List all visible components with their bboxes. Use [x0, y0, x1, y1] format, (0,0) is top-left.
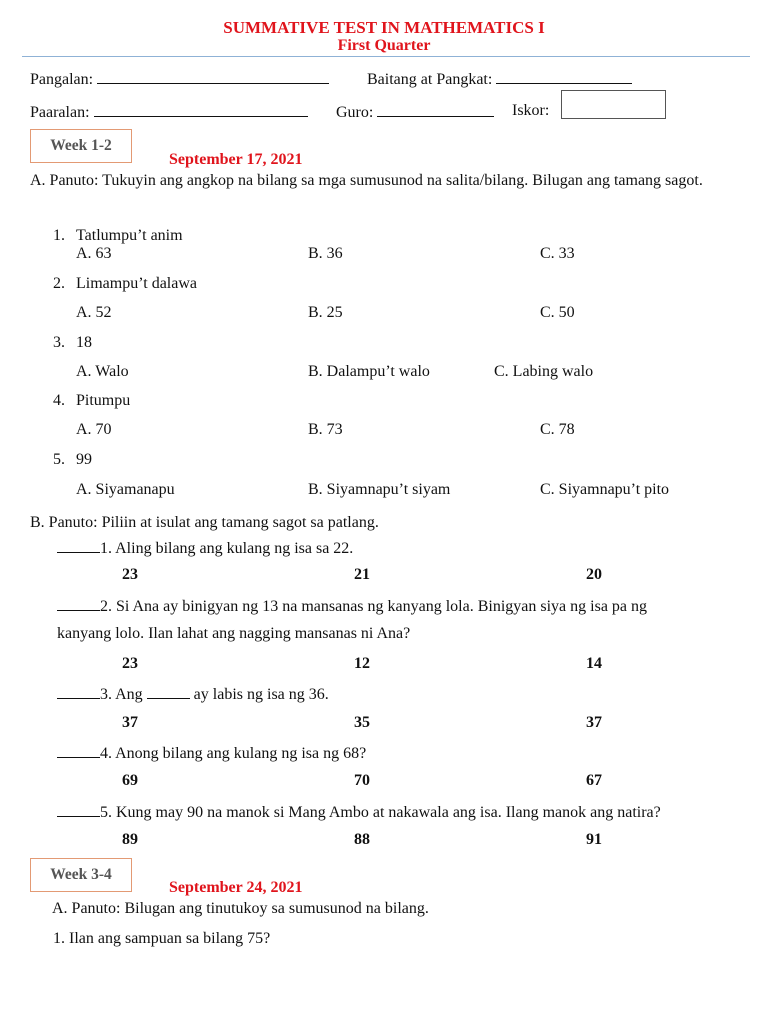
teacher-line[interactable] [377, 102, 494, 117]
question-text-pre: 3. Ang [100, 686, 147, 703]
answer-blank[interactable] [57, 538, 100, 553]
school-line[interactable] [94, 102, 308, 117]
answer-blank[interactable] [57, 802, 100, 817]
document-title: SUMMATIVE TEST IN MATHEMATICS I [223, 18, 545, 37]
option[interactable]: 37 [586, 714, 602, 731]
choice-c[interactable]: C. Siyamnapu’t pito [540, 481, 670, 498]
question [57, 538, 353, 558]
week-3-4-item-1: 1. Ilan ang sampuan sa bilang 75? [53, 930, 271, 947]
answer-blank[interactable] [57, 743, 100, 758]
header-divider [22, 56, 750, 57]
choice-c[interactable]: C. Labing walo [494, 363, 594, 380]
part-a-instructions: A. Panuto: Tukuyin ang angkop na bilang sa mga sumusunod na salita/bilang. Bilugan ang tamang sagot. [30, 172, 703, 189]
item-question: Limampu’t dalawa [76, 275, 197, 292]
question-continued: kanyang lolo. Ilan lahat ang nagging mansanas ni Ana? [57, 625, 411, 642]
option[interactable]: 88 [354, 831, 370, 848]
item-number: 5. [53, 451, 65, 468]
question-text: 5. Kung may 90 na manok si Mang Ambo at nakawala ang isa. Ilang manok ang natira? [100, 804, 661, 821]
question-text-post: ay labis ng isa ng 36. [189, 686, 329, 703]
answer-blank[interactable] [57, 684, 100, 699]
teacher-field[interactable] [336, 102, 494, 122]
score-label: Iskor: [512, 102, 550, 119]
choice-a[interactable]: A. Walo [76, 363, 129, 380]
option[interactable]: 21 [354, 566, 370, 583]
option[interactable]: 23 [122, 566, 138, 583]
grade-line[interactable] [496, 69, 632, 84]
item-number: 3. [53, 334, 65, 351]
option[interactable]: 69 [122, 772, 138, 789]
choice-b[interactable]: B. 25 [308, 304, 343, 321]
choice-a[interactable]: A. 63 [76, 245, 112, 262]
option[interactable]: 14 [586, 655, 602, 672]
item-question: 99 [76, 451, 92, 468]
score-box[interactable] [561, 90, 666, 119]
item-question: Pitumpu [76, 392, 131, 409]
option[interactable]: 70 [354, 772, 370, 789]
question-text: 1. Aling bilang ang kulang ng isa sa 22. [100, 540, 354, 557]
document-subtitle: First Quarter [337, 37, 431, 54]
item-number: 1. [53, 227, 65, 244]
name-label: Pangalan: [30, 71, 94, 88]
choice-b[interactable]: B. 36 [308, 245, 343, 262]
week-1-2-label: Week 1-2 [30, 129, 132, 163]
grade-field[interactable] [367, 69, 632, 89]
week-1-2-date: September 17, 2021 [169, 151, 303, 168]
option[interactable]: 37 [122, 714, 138, 731]
option[interactable]: 89 [122, 831, 138, 848]
grade-label: Baitang at Pangkat: [367, 71, 493, 88]
item-number: 2. [53, 275, 65, 292]
inline-blank[interactable] [147, 684, 190, 699]
option[interactable]: 20 [586, 566, 602, 583]
choice-c[interactable]: C. 50 [540, 304, 575, 321]
choice-b[interactable]: B. 73 [308, 421, 343, 438]
option[interactable]: 67 [586, 772, 602, 789]
question [57, 743, 366, 763]
option[interactable]: 12 [354, 655, 370, 672]
option[interactable]: 35 [354, 714, 370, 731]
choice-a[interactable]: A. 52 [76, 304, 112, 321]
school-field[interactable] [30, 102, 308, 122]
teacher-label: Guro: [336, 104, 374, 121]
choice-c[interactable]: C. 78 [540, 421, 575, 438]
choice-b[interactable]: B. Dalampu’t walo [308, 363, 430, 380]
answer-blank[interactable] [57, 596, 100, 611]
question [57, 802, 661, 822]
choice-c[interactable]: C. 33 [540, 245, 575, 262]
choice-b[interactable]: B. Siyamnapu’t siyam [308, 481, 451, 498]
item-question: Tatlumpu’t anim [76, 227, 183, 244]
week-3-4-date: September 24, 2021 [169, 879, 303, 896]
week-3-4-label: Week 3-4 [30, 858, 132, 892]
option[interactable]: 23 [122, 655, 138, 672]
option[interactable]: 91 [586, 831, 602, 848]
question-text: 4. Anong bilang ang kulang ng isa ng 68? [100, 745, 367, 762]
question [57, 596, 647, 616]
question-text: 2. Si Ana ay binigyan ng 13 na mansanas ng kanyang lola. Binigyan siya ng isa pa ng [100, 598, 648, 615]
part-b-instructions: B. Panuto: Piliin at isulat ang tamang sagot sa patlang. [30, 514, 379, 531]
choice-a[interactable]: A. Siyamanapu [76, 481, 175, 498]
question [57, 684, 329, 704]
choice-a[interactable]: A. 70 [76, 421, 112, 438]
item-number: 4. [53, 392, 65, 409]
item-question: 18 [76, 334, 92, 351]
week-3-4-instructions: A. Panuto: Bilugan ang tinutukoy sa sumusunod na bilang. [52, 900, 429, 917]
name-line[interactable] [97, 69, 329, 84]
name-field[interactable] [30, 69, 329, 89]
school-label: Paaralan: [30, 104, 90, 121]
